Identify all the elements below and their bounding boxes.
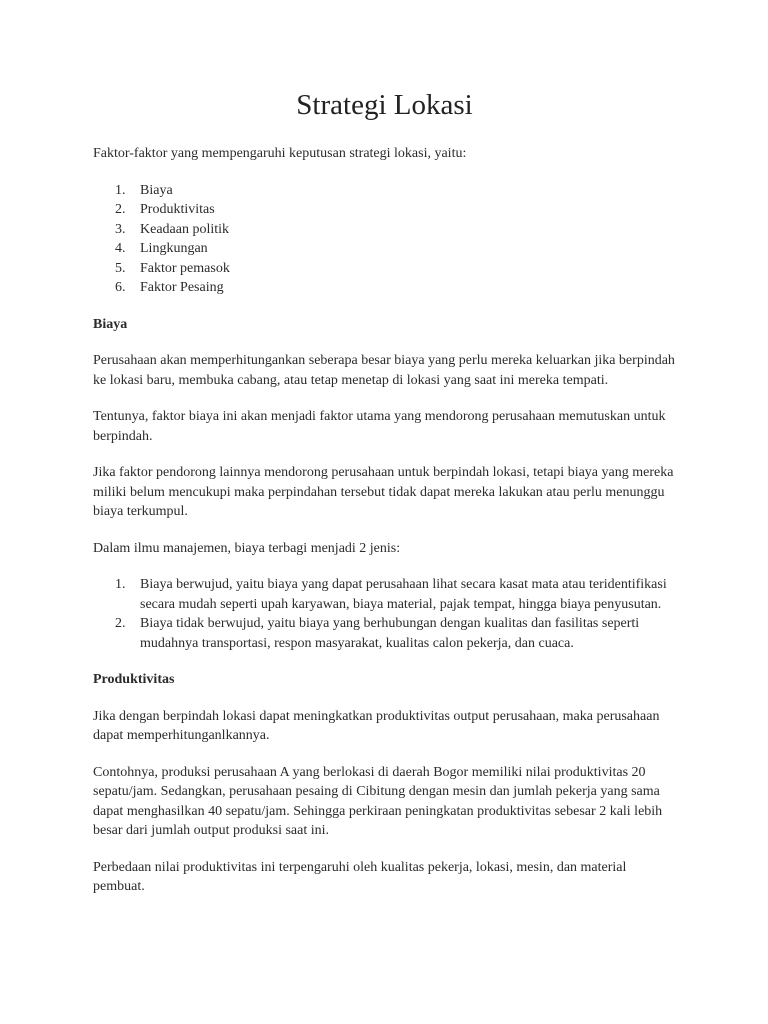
list-item: 5. Faktor pemasok — [115, 260, 230, 276]
produktivitas-paragraph-2: Contohnya, produksi perusahaan A yang berlokasi di daerah Bogor memiliki nilai produktivitas 20 sepatu/jam. Sedangkan, perusahaan pesaing di Cibitung dengan mesin dan jumlah pekerja yang sama dapat menghasilkan 40 sepatu/jam. Sehingga perkiraan peningkatan produktivitas sebesar 2 kali lebih besar dari jumlah output produksi saat ini. — [93, 764, 663, 838]
produktivitas-paragraph-3: Perbedaan nilai produktivitas ini terpengaruhi oleh kualitas pekerja, lokasi, mesin, dan material pembuat. — [93, 859, 627, 894]
section-heading-produktivitas: Produktivitas — [93, 672, 175, 687]
biaya-paragraph-3: Jika faktor pendorong lainnya mendorong perusahaan untuk berpindah lokasi, tetapi biaya yang mereka miliki belum mencukupi maka perpindahan tersebut tidak dapat mereka lakukan atau perlu menunggu biaya terkumpul. — [93, 465, 674, 519]
list-item: 4. Lingkungan — [115, 241, 208, 256]
list-item: 3. Keadaan politik — [115, 221, 230, 237]
document-title: Strategi Lokasi — [296, 89, 473, 121]
intro-paragraph: Faktor-faktor yang mempengaruhi keputusan strategi lokasi, yaitu: — [93, 146, 467, 161]
biaya-types-list — [93, 575, 676, 653]
list-item: 1. Biaya berwujud, yaitu biaya yang dapat perusahaan lihat secara kasat mata atau teridentifikasi secara mudah seperti upah karyawan, biaya material, pajak tempat, hingga biaya penyusutan. — [115, 577, 667, 612]
biaya-paragraph-4: Dalam ilmu manajemen, biaya terbagi menjadi 2 jenis: — [93, 540, 401, 556]
produktivitas-paragraph-1: Jika dengan berpindah lokasi dapat meningkatkan produktivitas output perusahaan, maka perusahaan dapat memperhitunganl​kannya. — [93, 708, 660, 743]
list-item: 2. Produktivitas — [115, 202, 215, 217]
factors-list — [93, 181, 676, 298]
biaya-paragraph-2: Tentunya, faktor biaya ini akan menjadi faktor utama yang mendorong perusahaan memutuskan untuk berpindah. — [93, 409, 666, 444]
list-item: 1. Biaya — [115, 182, 173, 198]
biaya-paragraph-1: Perusahaan akan memperhitungankan seberapa besar biaya yang perlu mereka keluarkan jika berpindah ke lokasi baru, membuka cabang, atau tetap menetap di lokasi yang saat ini mereka tempati. — [93, 353, 675, 388]
list-item: 2. Biaya tidak berwujud, yaitu biaya yang berhubungan dengan kualitas dan fasilitas seperti mudahnya transportasi, respon masyarakat, kualitas calon pekerja, dan cuaca. — [115, 616, 640, 651]
list-item: 6. Faktor Pesaing — [115, 280, 224, 295]
section-heading-biaya: Biaya — [93, 316, 128, 332]
